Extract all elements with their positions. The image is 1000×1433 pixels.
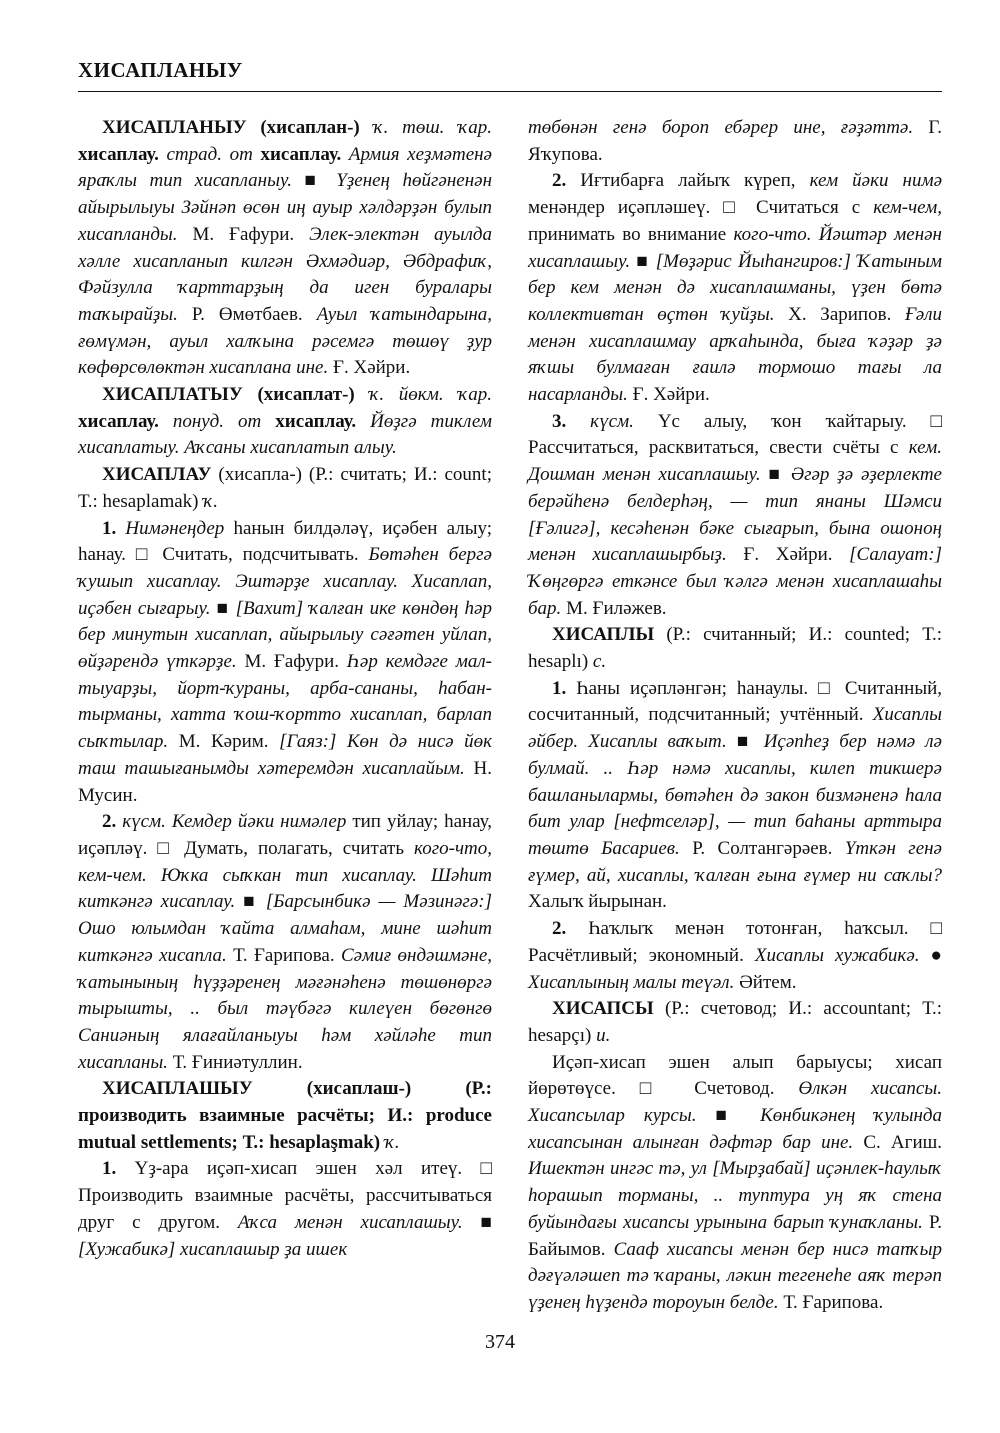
- page-number: 374: [485, 1331, 515, 1353]
- continuation: төбөнән генә бороп ебәрер ине, ғәҙәттә. Г. Яҡупова.: [528, 117, 943, 165]
- headword: ХИСАПЛАНЫУ: [102, 117, 247, 138]
- entry-hisapsy: ХИСАПСЫ (Р.: счетовод; И.: accountant; Т.: hesapçı) и.: [528, 998, 942, 1046]
- definition: Иҫәп-хисап эшен алып барыусы; хисап йөрөтөүсе. □ Счетовод. Өлкән хисапсы. Хисапсылар курсы. ■ Көнбикәнең ҡулында хисапсынан алынған дәфтәр бар ине. С. Агиш. Ишектән ингәс тә, ул [Мырҙабай] иҫәнлек-һаулыҡ һорашып торманы, .. туптура уң яҡ стена буйындағы хисапсы урынына барып ҡунаҡланы. Р. Байымов. Сааф хисапсы менән бер нисә тапҡыр дәғүәләшеп тә ҡараны, ләкин тегенеһе аяҡ терәп үҙенең һүҙендә тороуын белде. Т. Ғарипова.: [528, 1051, 942, 1313]
- entry-hisaply: ХИСАПЛЫ (Р.: считанный; И.: counted; Т.: hesaplı) с.: [528, 624, 942, 673]
- headword: ХИСАПЛАУ: [102, 464, 212, 486]
- headword: ХИСАПЛАТЫУ: [102, 384, 243, 406]
- header-rule: [78, 91, 942, 92]
- headword: ХИСАПЛЫ: [552, 624, 655, 646]
- sense-3: 3. күсм. Үс алыу, ҡон ҡайтарыу. □ Рассчитаться, расквитаться, свести счёты с кем. Дошман менән хисаплашыу. ■ Әгәр ҙә әҙерлекте берәйһенә белдерһәң, — тип янаны Шәмси [Ғәлигә], кесәһенән бәке сығарып, бына ошоноң менән хисаплашырбыҙ. Ғ. Хәйри. [Салауат:] Ҡөңгөргә еткәнсе был ҡәлгә менән хисаплашаһы бар. М. Ғиләжев.: [528, 410, 943, 619]
- sense-2: 2. Һаҡлыҡ менән тотонған, һаҡсыл. □ Расчётливый; экономный. Хисаплы хужабикә. ● Хисаплының малы теүәл. Әйтем.: [528, 918, 942, 993]
- sense-1: 1. Һаны иҫәпләнгән; һанаулы. □ Считанный, сосчитанный, подсчитанный; учтённый. Хисаплы әйбер. Хисаплы ваҡыт. ■ Иҫәпһеҙ бер нәмә лә булмай. .. Һәр нәмә хисаплы, килеп тикшерә башланылармы, бөтәһен дә закон бизмәненә һала бит улар [нефтселәр], — тип баһаны арттыра төштө Басариев. Р. Солтангәрәев. Үткән генә ғүмер, ай, хисаплы, ҡалған ғына ғүмер ни саҡлы? Халыҡ йырынан.: [528, 677, 943, 913]
- right-column: [528, 115, 942, 1317]
- entry-hisaplanyu: ХИСАПЛАНЫУ (хисаплан-) ҡ. төш. ҡар. хисаплау. страд. от хисаплау. Армия хеҙмәтенә яраҡлы тип хисапланыу. ■ Үҙенең һөйгәненән айырылыуы Зәйнәп өсөн иң ауыр хәлдәрҙән булып хисапланды. М. Ғафури. Элек-электән ауылда хәлле хисапланып килгән Әхмәдиәр, Әбдрафиҡ, Фәйзулла ҡарттарҙың да иген буралары таҡырайҙы. Р. Өмөтбаев. Ауыл ҡатындарына, ғөмүмән, ауыл халҡына рәсемгә төшөү ҙур көфөрсөлөктән хисаплана ине. Ғ. Хәйри.: [78, 117, 492, 379]
- sense-1: 1. Үҙ-ара иҫәп-хисап эшен хәл итеү. □ Производить взаимные расчёты, рассчитываться друг с другом. Аҡса менән хисаплашыу. ■ [Хужабикә] хисаплашыр ҙа ишек: [78, 1158, 492, 1260]
- sense-2: 2. Иғтибарға лайыҡ күреп, кем йәки нимә менәндер иҫәпләшеү. □ Считаться с кем-чем, принимать во внимание кого-что. Йәштәр менән хисаплашыу. ■ [Мөҙәрис Йыһангиров:] Ҡатыным бер кем менән дә хисаплашманы, үҙен бөтә коллективтан өҫтөн ҡуйҙы. Х. Зарипов. Ғәли менән хисаплашмау арҡаһында, быға ҡәҙәр ҙә яҡшы булмаған ғаилә тормошо тағы ла насарланды. Ғ. Хәйри.: [528, 170, 943, 406]
- headword: ХИСАПЛАШЫУ: [102, 1078, 253, 1100]
- running-head: ХИСАПЛАНЫУ: [78, 58, 243, 82]
- left-column: [78, 115, 492, 1263]
- sense-2: 2. күсм. Кемдер йәки нимәлер тип уйлау; һанау, иҫәпләү. □ Думать, полагать, считать кого-что, кем-чем. Юҡка сыҡкан тип хисаплау. Шәһит киткәнгә хисаплау. ■ [Барсынбикә — Мәзинәгә:] Ошо юлымдан ҡайта алмаһам, мине шәһит киткәнгә хисапла. Т. Ғарипова. Сәмиғ өндәшмәне, ҡатынының һүҙҙәренең мәғәнәһенә төшөнөргә тырышты, .. был тәүбәгә килеүен бөгөнгө Саниәның ялағайланыуы һәм хәйләһе тип хисапланы. Т. Ғиниәтуллин.: [78, 811, 492, 1073]
- entry-hisaplashyu: ХИСАПЛАШЫУ (хисаплаш-) (Р.: производить взаимные расчёты; И.: produce mutual settlements; Т.: hesaplaşmak) ҡ.: [78, 1078, 492, 1153]
- headword: ХИСАПСЫ: [552, 998, 654, 1020]
- entry-hisaplau: ХИСАПЛАУ (хисапла-) (Р.: считать; И.: count; Т.: hesaplamak) ҡ.: [78, 464, 492, 512]
- sense-1: 1. Нимәнеңдер һанын билдәләү, иҫәбен алыу; һанау. □ Считать, подсчитывать. Бөтәһен бергә ҡушып хисаплау. Эштәрҙе хисаплау. Хисаплап, иҫәбен сығарыу. ■ [Вахит] ҡалған ике көндөң һәр бер минутын хисаплап, айырылыу сәғәтен уйлап, өйҙәрендә үткәрҙе. М. Ғафури. Һәр кемдәге мал-тыуарҙы, йорт-ҡураны, арба-сананы, һабан-тырманы, хатта ҡош-ҡортто хисаплап, барлап сыҡтылар. М. Кәрим. [Гаяз:] Көн дә нисә йөк таш ташығанымды хәтеремдән хисаплайым. Н. Мусин.: [78, 517, 492, 806]
- entry-hisaplatyu: ХИСАПЛАТЫУ (хисаплат-) ҡ. йөкм. ҡар. хисаплау. понуд. от хисаплау. Йөҙгә тиклем хисаплатыу. Аҡсаны хисаплатып алыу.: [78, 384, 492, 459]
